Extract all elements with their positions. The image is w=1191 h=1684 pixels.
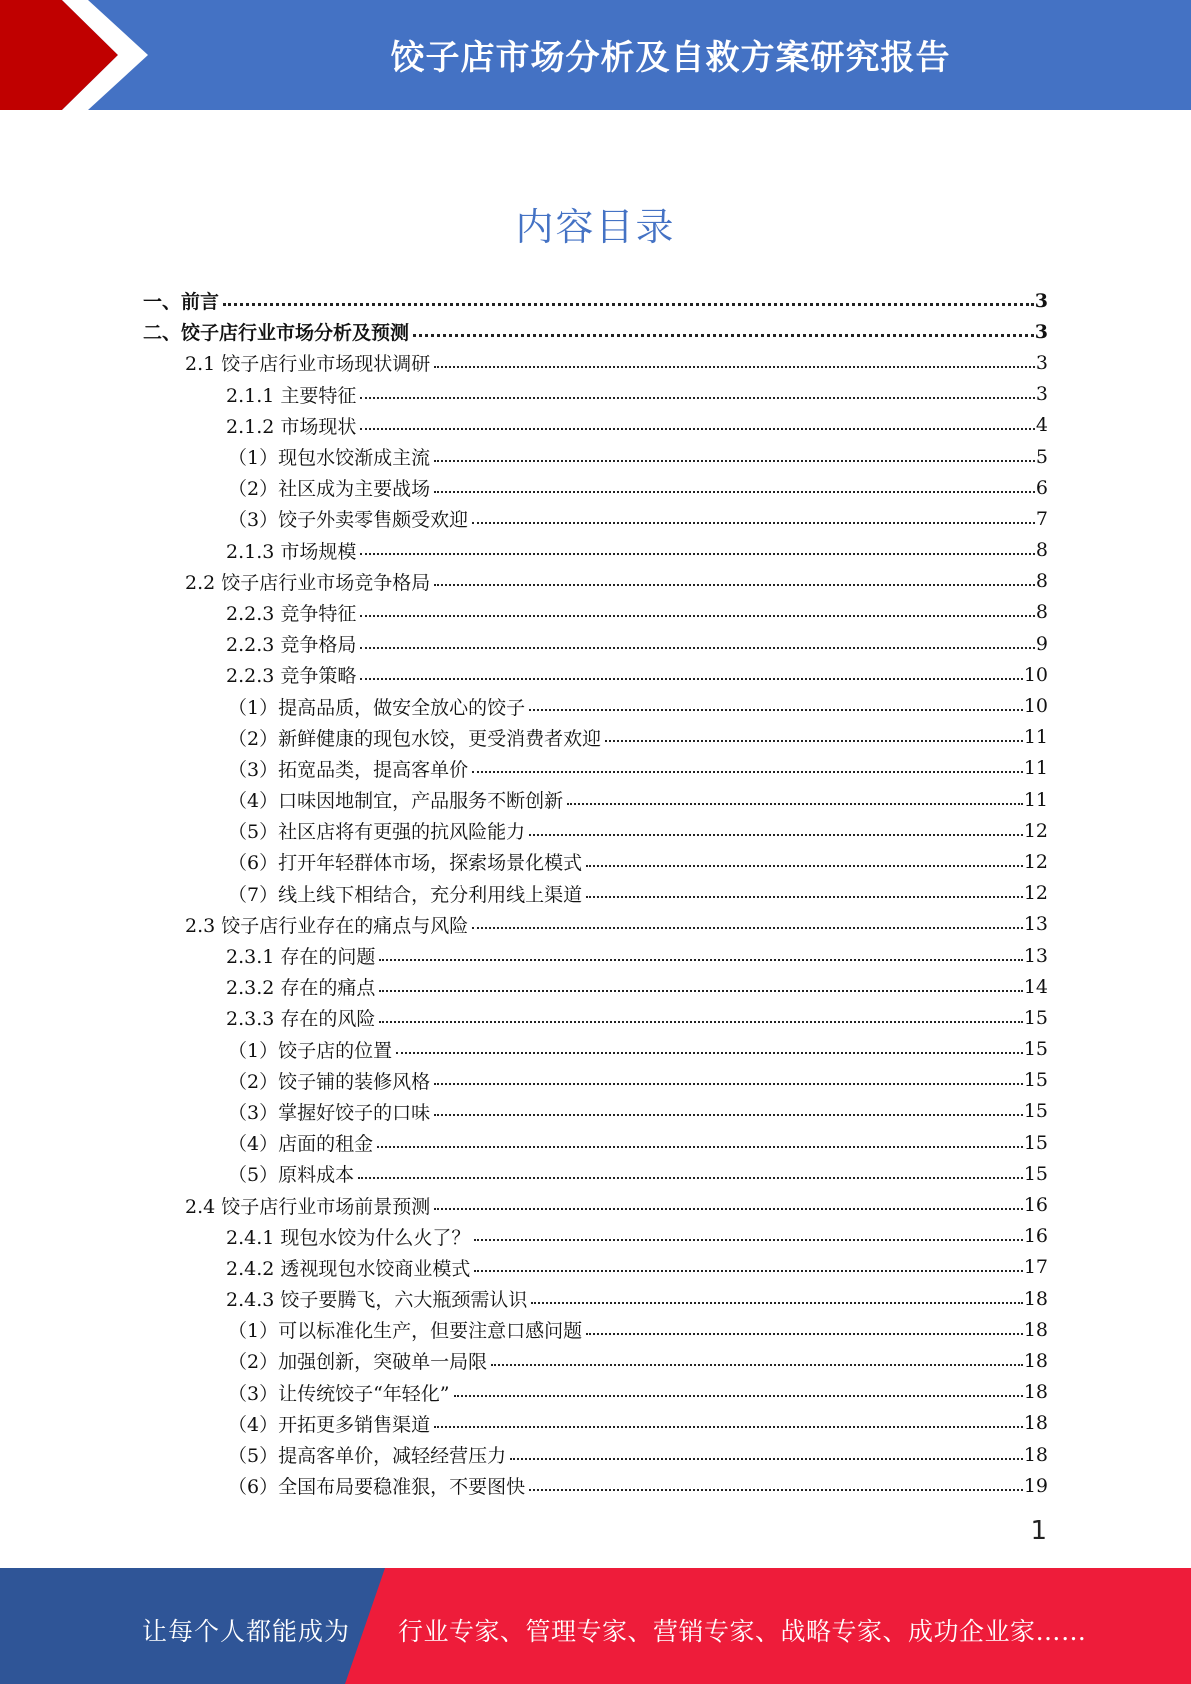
page-number: 1 (1030, 1516, 1047, 1546)
toc-entry-title: 2.1.2 市场现状 (226, 415, 357, 438)
toc-entry[interactable] (143, 1158, 1048, 1189)
toc-entry-title: （6）全国布局要稳准狠，不要图快 (228, 1476, 526, 1499)
toc-leader-dots (529, 709, 1023, 711)
toc-entry-title: （1）可以标准化生产，但要注意口感问题 (228, 1320, 583, 1343)
toc-leader-dots (434, 491, 1035, 493)
toc-entry-title: 2.3.3 存在的风险 (226, 1008, 376, 1031)
toc-entry-title: 2.4.3 饺子要腾飞，六大瓶颈需认识 (226, 1289, 528, 1312)
toc-entry-title: （4）开拓更多销售渠道 (228, 1413, 431, 1436)
toc-leader-dots (434, 1208, 1023, 1210)
toc-entry[interactable] (143, 347, 1048, 378)
toc-entry-title: （2）饺子铺的装修风格 (228, 1070, 431, 1093)
toc-entry-title: 2.2 饺子店行业市场竞争格局 (185, 571, 431, 594)
toc-entry[interactable] (143, 441, 1048, 472)
toc-entry-page: 3 (1034, 289, 1048, 312)
footer-slogan-left: 让每个人都能成为 (142, 1617, 351, 1646)
toc-entry[interactable] (143, 1408, 1048, 1439)
toc-leader-dots (510, 1458, 1023, 1460)
toc-leader-dots (413, 334, 1034, 337)
toc-entry[interactable] (143, 1345, 1048, 1376)
toc-entry-page: 3 (1035, 351, 1048, 374)
toc-entry-page: 18 (1023, 1318, 1048, 1341)
toc-entry-page: 5 (1035, 445, 1048, 468)
toc-leader-dots (223, 303, 1034, 306)
toc-entry[interactable] (143, 971, 1048, 1002)
toc-entry[interactable] (143, 503, 1048, 534)
toc-leader-dots (360, 615, 1035, 617)
toc-entry-title: （2）社区成为主要战场 (228, 478, 431, 501)
toc-entry[interactable] (143, 628, 1048, 659)
toc-leader-dots (586, 896, 1023, 898)
toc-entry-title: （5）原料成本 (228, 1164, 355, 1187)
toc-entry[interactable] (143, 410, 1048, 441)
toc-entry-page: 14 (1023, 975, 1048, 998)
toc-entry[interactable] (143, 1189, 1048, 1220)
toc-entry-page: 15 (1023, 1162, 1048, 1185)
toc-entry-page: 16 (1023, 1194, 1048, 1217)
toc-entry-page: 10 (1023, 663, 1048, 686)
toc-entry-page: 18 (1023, 1443, 1048, 1466)
toc-entry[interactable] (143, 1314, 1048, 1345)
toc-entry-page: 7 (1035, 507, 1048, 530)
toc-entry[interactable] (143, 379, 1048, 410)
toc-leader-dots (434, 584, 1035, 586)
toc-leader-dots (491, 1364, 1023, 1366)
toc-entry-title: （3）饺子外卖零售颇受欢迎 (228, 509, 469, 532)
toc-entry[interactable] (143, 846, 1048, 877)
toc-entry-page: 15 (1023, 1069, 1048, 1092)
toc-entry-page: 12 (1023, 819, 1048, 842)
toc-entry-title: （1）提高品质，做安全放心的饺子 (228, 696, 526, 719)
toc-entry-title: （3）让传统饺子“年轻化” (228, 1382, 450, 1405)
toc-entry-page: 15 (1023, 1131, 1048, 1154)
toc-entry[interactable] (143, 659, 1048, 690)
footer-banner (0, 1568, 1191, 1684)
toc-entry[interactable] (143, 1127, 1048, 1158)
toc-entry[interactable] (143, 1221, 1048, 1252)
toc-entry-page: 15 (1023, 1006, 1048, 1029)
toc-leader-dots (529, 834, 1023, 836)
toc-entry[interactable] (143, 722, 1048, 753)
toc-leader-dots (474, 1270, 1022, 1272)
toc-leader-dots (360, 397, 1035, 399)
toc-entry-title: 2.4.1 现包水饺为什么火了？ (226, 1226, 471, 1249)
toc-entry[interactable] (143, 1096, 1048, 1127)
toc-leader-dots (434, 1426, 1023, 1428)
toc-entry-title: （3）拓宽品类，提高客单价 (228, 758, 469, 781)
toc-entry-title: （1）现包水饺渐成主流 (228, 447, 431, 470)
toc-entry-title: 二、饺子店行业市场分析及预测 (143, 322, 410, 345)
toc-entry-page: 9 (1035, 632, 1048, 655)
toc-leader-dots (472, 927, 1023, 929)
toc-entry-page: 11 (1023, 726, 1048, 749)
toc-entry[interactable] (143, 940, 1048, 971)
toc-entry[interactable] (143, 1377, 1048, 1408)
header-banner (0, 0, 1191, 110)
toc-entry-title: 2.3 饺子店行业存在的痛点与风险 (185, 914, 469, 937)
toc-leader-dots (379, 959, 1022, 961)
toc-leader-dots (360, 553, 1035, 555)
toc-entry-title: （5）社区店将有更强的抗风险能力 (228, 821, 526, 844)
toc-entry-page: 15 (1023, 1100, 1048, 1123)
toc-entry-title: 2.4 饺子店行业市场前景预测 (185, 1195, 431, 1218)
toc-entry-title: 2.3.1 存在的问题 (226, 946, 376, 969)
toc-entry-title: （4）店面的租金 (228, 1133, 374, 1156)
footer-slogan-right: 行业专家、管理专家、营销专家、战略专家、成功企业家…… (398, 1617, 1087, 1646)
toc-entry-page: 16 (1023, 1225, 1048, 1248)
toc-entry[interactable] (143, 1470, 1048, 1501)
toc-entry[interactable] (143, 753, 1048, 784)
toc-leader-dots (360, 678, 1022, 680)
toc-entry-page: 3 (1034, 320, 1048, 343)
toc-entry[interactable] (143, 815, 1048, 846)
toc-leader-dots (529, 1489, 1023, 1491)
toc-entry-page: 13 (1023, 913, 1048, 936)
toc-entry[interactable] (143, 1065, 1048, 1096)
toc-entry[interactable] (143, 285, 1048, 316)
toc-entry-title: 2.2.3 竞争格局 (226, 634, 357, 657)
toc-leader-dots (434, 366, 1035, 368)
table-of-contents (143, 285, 1048, 1501)
toc-entry-page: 19 (1023, 1474, 1048, 1497)
toc-entry-title: 2.4.2 透视现包水饺商业模式 (226, 1257, 471, 1280)
toc-entry-title: 一、前言 (143, 291, 220, 314)
toc-entry-page: 8 (1035, 570, 1048, 593)
toc-leader-dots (586, 865, 1023, 867)
toc-leader-dots (434, 1114, 1023, 1116)
toc-entry-page: 15 (1023, 1038, 1048, 1061)
toc-leader-dots (434, 1083, 1023, 1085)
toc-entry[interactable] (143, 690, 1048, 721)
toc-entry-title: 2.1 饺子店行业市场现状调研 (185, 353, 431, 376)
toc-leader-dots (377, 1146, 1023, 1148)
toc-entry-title: 2.2.3 竞争特征 (226, 602, 357, 625)
toc-leader-dots (360, 647, 1035, 649)
toc-leader-dots (379, 1021, 1022, 1023)
toc-entry[interactable] (143, 878, 1048, 909)
toc-leader-dots (474, 1239, 1022, 1241)
toc-entry-page: 18 (1023, 1381, 1048, 1404)
toc-entry[interactable] (143, 597, 1048, 628)
toc-entry-page: 11 (1023, 788, 1048, 811)
toc-entry[interactable] (143, 1252, 1048, 1283)
toc-entry-title: 2.3.2 存在的痛点 (226, 977, 376, 1000)
toc-entry-page: 13 (1023, 944, 1048, 967)
document-title: 饺子店市场分析及自救方案研究报告 (390, 38, 951, 78)
toc-entry[interactable] (143, 784, 1048, 815)
toc-entry-title: （5）提高客单价，减轻经营压力 (228, 1445, 507, 1468)
toc-entry-page: 3 (1035, 383, 1048, 406)
toc-leader-dots (567, 803, 1023, 805)
toc-entry-page: 18 (1023, 1349, 1048, 1372)
toc-leader-dots (531, 1302, 1022, 1304)
toc-entry-page: 4 (1035, 414, 1048, 437)
toc-leader-dots (434, 460, 1035, 462)
toc-entry-page: 11 (1023, 757, 1048, 780)
toc-entry[interactable] (143, 566, 1048, 597)
toc-leader-dots (358, 1177, 1023, 1179)
toc-entry-title: （7）线上线下相结合，充分利用线上渠道 (228, 883, 583, 906)
toc-entry[interactable] (143, 1283, 1048, 1314)
toc-entry-page: 8 (1035, 601, 1048, 624)
toc-entry-page: 18 (1023, 1287, 1048, 1310)
toc-entry-page: 10 (1023, 695, 1048, 718)
toc-entry-title: （3）掌握好饺子的口味 (228, 1101, 431, 1124)
toc-entry-title: 2.2.3 竞争策略 (226, 665, 357, 688)
toc-leader-dots (379, 990, 1022, 992)
toc-leader-dots (605, 740, 1023, 742)
toc-entry-title: （6）打开年轻群体市场，探索场景化模式 (228, 852, 583, 875)
toc-entry[interactable] (143, 909, 1048, 940)
toc-entry-title: （4）口味因地制宜，产品服务不断创新 (228, 790, 564, 813)
toc-entry-page: 6 (1035, 476, 1048, 499)
toc-entry-title: 2.1.1 主要特征 (226, 384, 357, 407)
toc-entry[interactable] (143, 316, 1048, 347)
toc-leader-dots (472, 522, 1035, 524)
toc-entry-title: （2）新鲜健康的现包水饺，更受消费者欢迎 (228, 727, 602, 750)
toc-entry[interactable] (143, 1439, 1048, 1470)
toc-entry-page: 12 (1023, 882, 1048, 905)
toc-leader-dots (586, 1333, 1023, 1335)
toc-entry[interactable] (143, 535, 1048, 566)
toc-leader-dots (360, 428, 1035, 430)
toc-entry[interactable] (143, 1034, 1048, 1065)
toc-entry-page: 12 (1023, 850, 1048, 873)
toc-leader-dots (472, 771, 1023, 773)
toc-entry[interactable] (143, 1002, 1048, 1033)
toc-entry-page: 17 (1023, 1256, 1048, 1279)
toc-entry-page: 8 (1035, 539, 1048, 562)
toc-entry-title: （1）饺子店的位置 (228, 1039, 393, 1062)
toc-entry-page: 18 (1023, 1412, 1048, 1435)
toc-leader-dots (454, 1395, 1023, 1397)
toc-entry[interactable] (143, 472, 1048, 503)
toc-entry-title: 2.1.3 市场规模 (226, 540, 357, 563)
toc-entry-title: （2）加强创新，突破单一局限 (228, 1351, 488, 1374)
toc-leader-dots (396, 1052, 1023, 1054)
toc-heading: 内容目录 (515, 205, 676, 249)
